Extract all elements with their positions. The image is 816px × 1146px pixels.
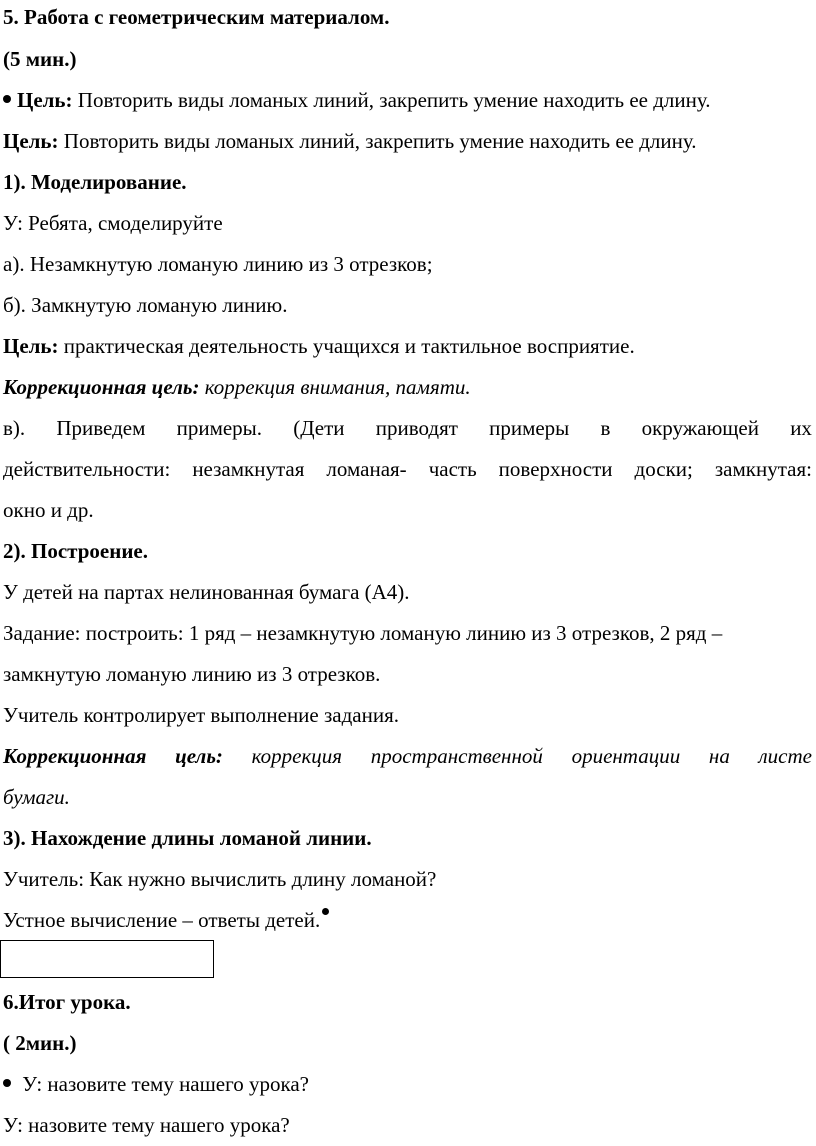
item-v-line3: окно и др. — [3, 498, 94, 522]
item-v-word: доски; — [634, 457, 693, 481]
correction1-line — [3, 374, 812, 400]
construction-heading: 2). Построение. — [3, 539, 148, 563]
correction2-text-word: ориентации — [571, 744, 681, 768]
correction2-line1 — [3, 743, 812, 769]
item-v-word: часть — [428, 457, 477, 481]
correction2-text-word: листе — [758, 744, 812, 768]
paper-note: У детей на партах нелинованная бумага (А4). — [3, 580, 410, 604]
correction2-text-word: коррекция — [251, 744, 343, 768]
item-v-word: Приведем — [56, 416, 146, 440]
item-v-word: в). — [3, 416, 26, 440]
correction1-text: коррекция внимания, памяти. — [199, 375, 471, 399]
bullet-icon — [322, 908, 329, 915]
empty-frame — [0, 940, 214, 978]
item-a: а). Незамкнутую ломаную линию из 3 отрезков; — [3, 252, 433, 276]
bullet-icon — [3, 1079, 11, 1087]
goal2-text: Повторить виды ломаных линий, закрепить умение находить ее длину. — [58, 129, 697, 153]
goal-label: Цель: — [17, 88, 73, 112]
goal-line-bullet — [3, 87, 812, 113]
section6-duration: ( 2мин.) — [3, 1031, 77, 1055]
item-v-word: замкнутая: — [714, 457, 812, 481]
item-v-word: приводят — [375, 416, 458, 440]
item-v-line2 — [3, 456, 812, 482]
correction2-text-word: на — [708, 744, 730, 768]
item-v-line1 — [3, 415, 812, 441]
item-v-word: примеры — [489, 416, 570, 440]
modeling-heading: 1). Моделирование. — [3, 170, 187, 194]
item-v-word: поверхности — [498, 457, 613, 481]
oral-calc: Устное вычисление – ответы детей. — [3, 908, 321, 932]
teacher-control: Учитель контролирует выполнение задания. — [3, 703, 399, 727]
goal3-line — [3, 333, 812, 359]
goal3-text: практическая деятельность учащихся и тактильное восприятие. — [58, 334, 635, 358]
correction2-text-word: пространственной — [370, 744, 543, 768]
oral-calc-line — [3, 907, 812, 933]
correction2-label-word: цель: — [175, 744, 223, 768]
goal3-label: Цель: — [3, 334, 59, 358]
item-v-word: примеры. — [176, 416, 263, 440]
correction1-label: Коррекционная цель: — [3, 375, 200, 399]
summary-question1: У: назовите тему нашего урока? — [17, 1072, 309, 1096]
length-heading: 3). Нахождение длины ломаной линии. — [3, 826, 372, 850]
goal2-label: Цель: — [3, 129, 59, 153]
correction2-line2: бумаги. — [3, 785, 70, 809]
teacher-question: Учитель: Как нужно вычислить длину ломаной? — [3, 867, 437, 891]
teacher-prompt: У: Ребята, смоделируйте — [3, 211, 223, 235]
item-b: б). Замкнутую ломаную линию. — [3, 293, 288, 317]
item-v-word: (Дети — [293, 416, 345, 440]
summary-question-bullet — [3, 1071, 812, 1097]
goal-line — [3, 128, 812, 154]
section5-duration: (5 мин.) — [3, 47, 77, 71]
summary-question2: У: назовите тему нашего урока? — [3, 1113, 290, 1137]
item-v-word: в — [600, 416, 611, 440]
bullet-icon — [3, 95, 11, 103]
item-v-word: незамкнутая — [192, 457, 305, 481]
item-v-word: ломаная- — [326, 457, 407, 481]
goal-text: Повторить виды ломаных линий, закрепить умение находить ее длину. — [72, 88, 711, 112]
section5-heading: 5. Работа с геометрическим материалом. — [3, 5, 390, 29]
item-v-word: окружающей — [641, 416, 759, 440]
task-line2: замкнутую ломаную линию из 3 отрезков. — [3, 662, 381, 686]
item-v-word: их — [790, 416, 812, 440]
section6-heading: 6.Итог урока. — [3, 990, 131, 1014]
correction2-label-word: Коррекционная — [3, 744, 147, 768]
task-line1: Задание: построить: 1 ряд – незамкнутую ломаную линию из 3 отрезков, 2 ряд – — [3, 621, 723, 645]
item-v-word: действительности: — [3, 457, 171, 481]
